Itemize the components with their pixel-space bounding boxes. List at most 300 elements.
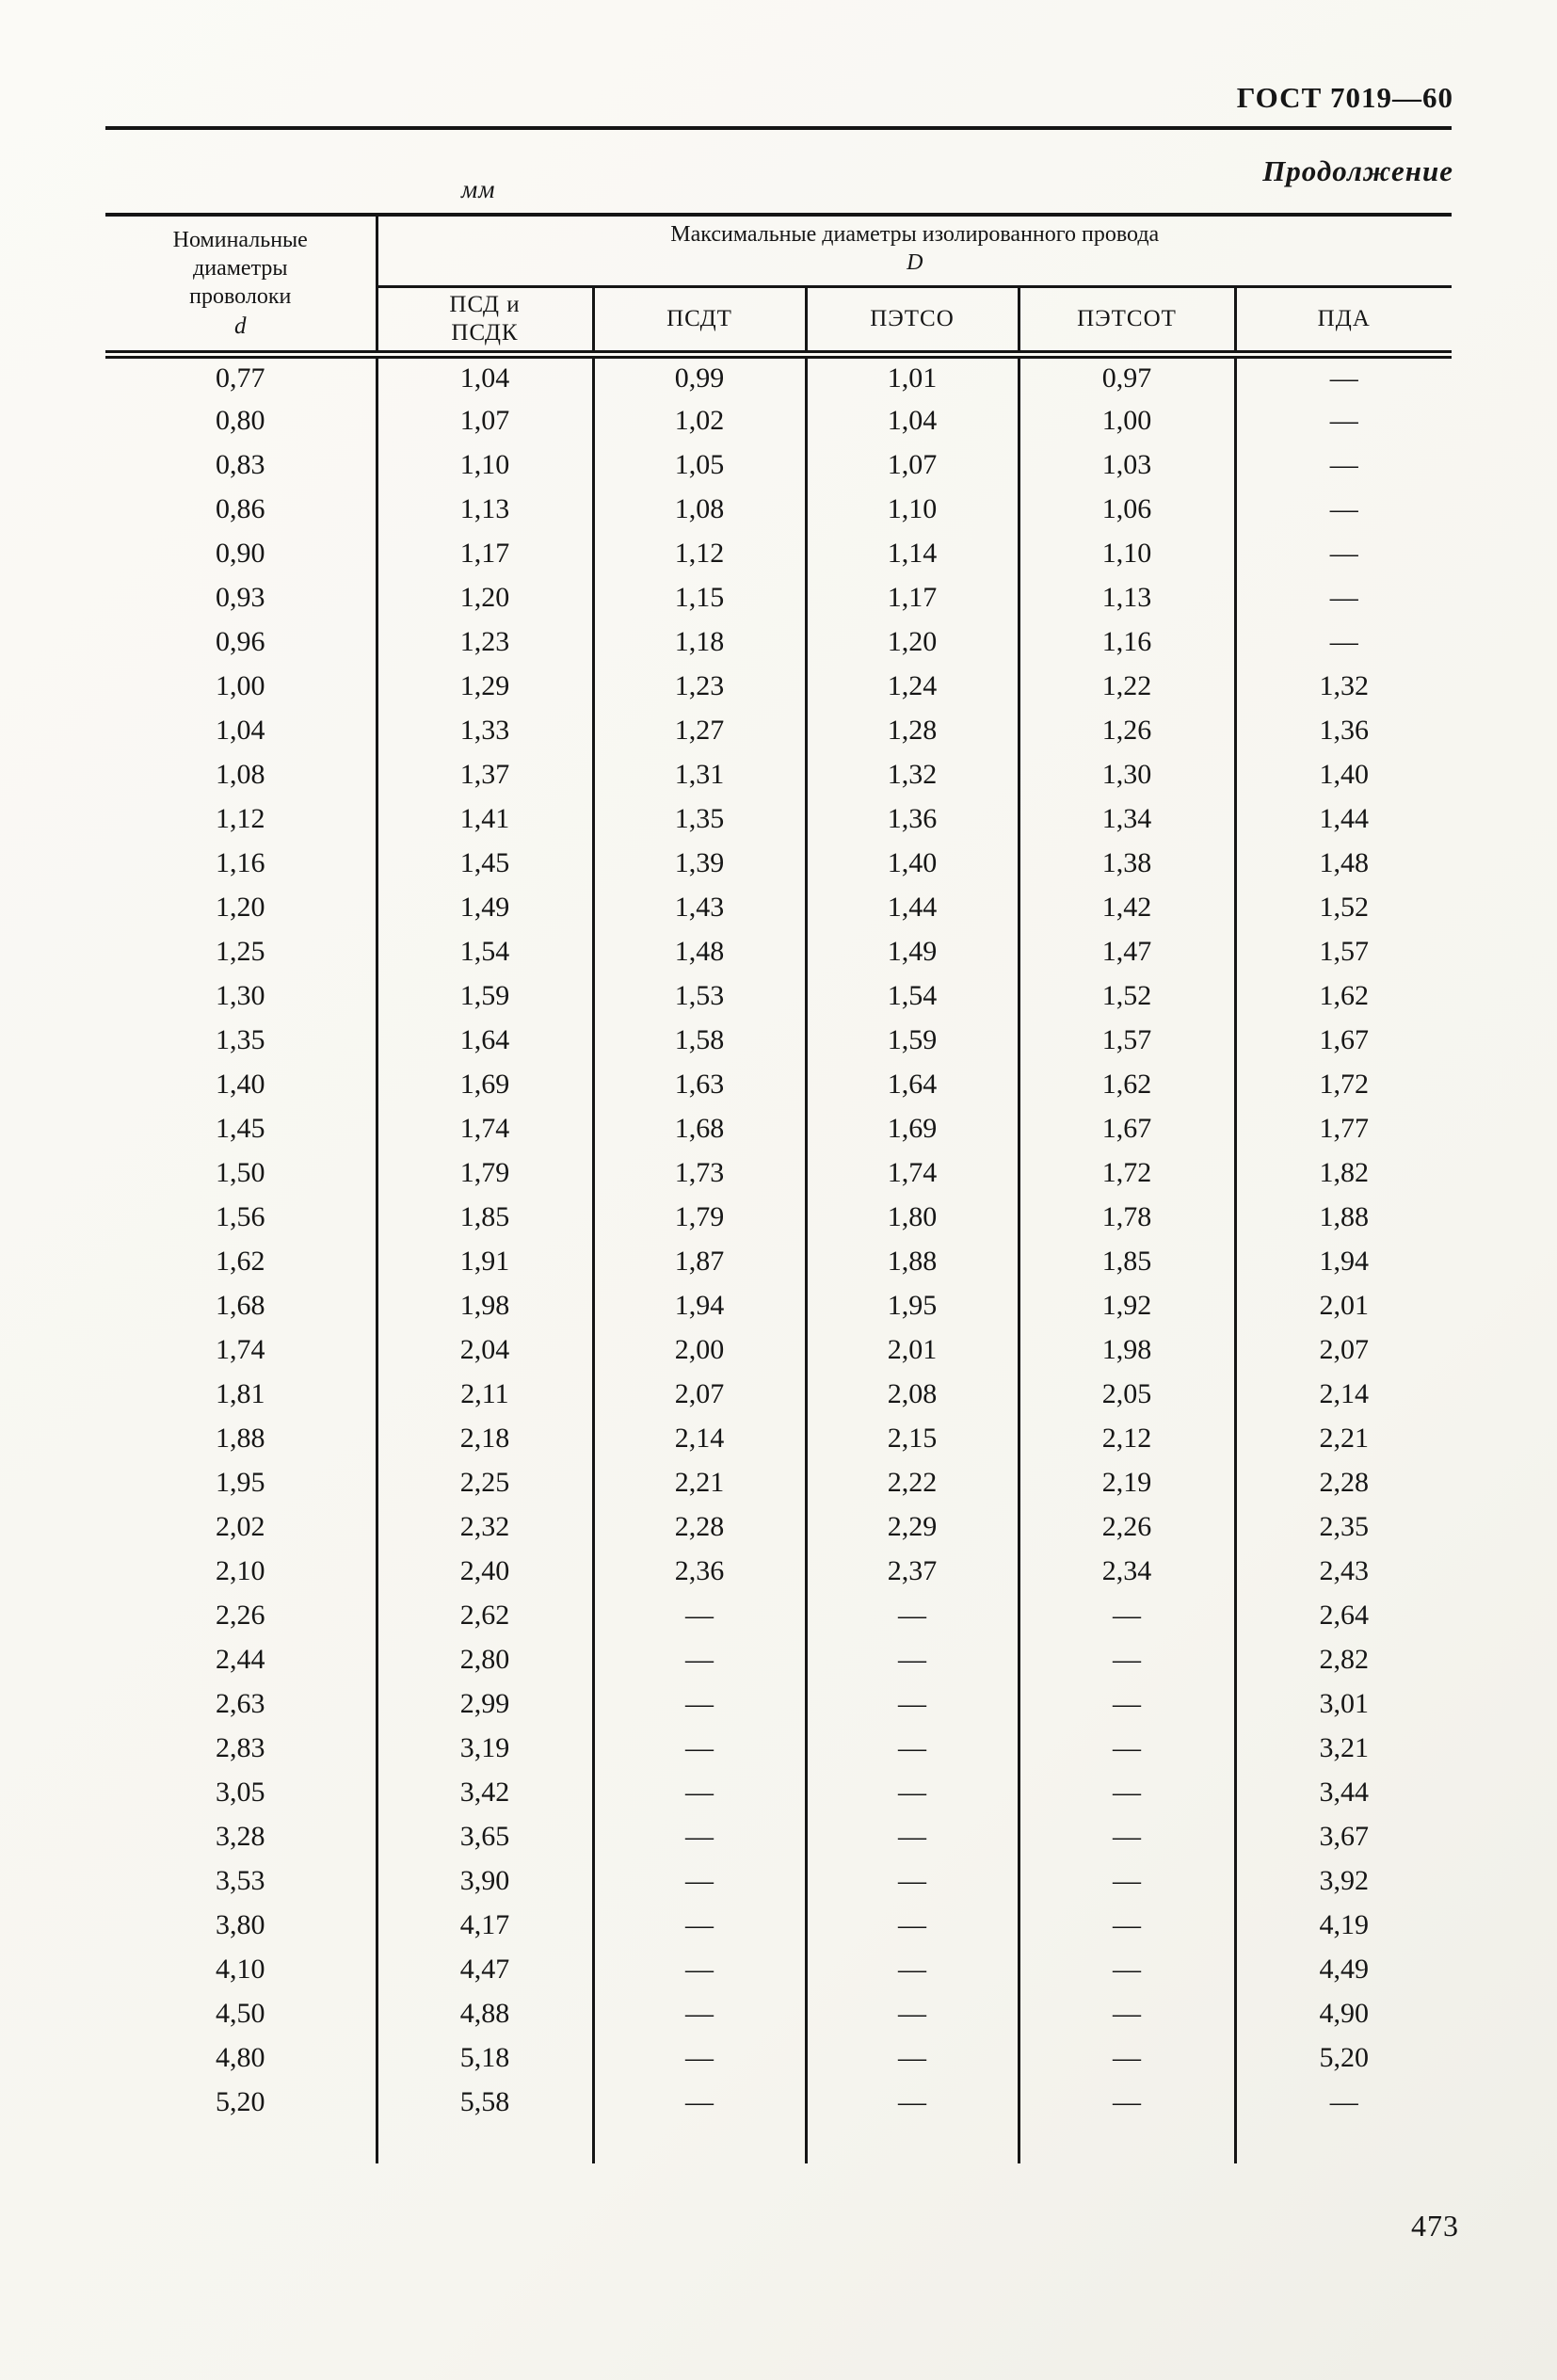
- max-diameter-cell: 2,22: [806, 1460, 1019, 1504]
- max-diameter-cell: 1,35: [593, 796, 806, 841]
- max-diameter-cell: —: [1019, 1726, 1235, 1770]
- column-header-pda: ПДА: [1235, 286, 1452, 354]
- max-diameter-cell: 1,08: [593, 487, 806, 531]
- max-diameter-cell: —: [806, 1947, 1019, 1991]
- table-row: [105, 1903, 1452, 1947]
- max-diameter-cell: 1,48: [1319, 846, 1369, 878]
- max-diameter-cell: —: [1019, 1903, 1235, 1947]
- max-diameter-cell: —: [593, 1991, 806, 2035]
- continuation-label: Продолжение: [1262, 154, 1453, 187]
- max-diameter-cell: 1,73: [593, 1150, 806, 1195]
- nominal-diameter-cell: 1,12: [105, 796, 377, 841]
- max-diameter-cell: 1,45: [377, 841, 593, 885]
- max-diameter-cell: 1,91: [377, 1239, 593, 1283]
- nominal-diameter-cell: 2,02: [105, 1504, 377, 1549]
- spacer-cell: [105, 2124, 377, 2163]
- table-row: [105, 1460, 1452, 1504]
- max-diameter-cell: 1,74: [806, 1150, 1019, 1195]
- max-diameter-cell: 1,07: [377, 398, 593, 442]
- max-diameter-cell: 2,32: [377, 1504, 593, 1549]
- max-diameter-cell: 1,17: [806, 575, 1019, 619]
- max-diameter-cell: 1,64: [377, 1018, 593, 1062]
- max-diameter-cell: 3,67: [1319, 1820, 1369, 1852]
- max-diameter-cell: 2,21: [593, 1460, 806, 1504]
- max-diameter-cell: 1,07: [806, 442, 1019, 487]
- max-diameter-cell: —: [1329, 448, 1358, 480]
- max-diameter-cell: 0,99: [593, 354, 806, 398]
- max-diameter-cell: 2,19: [1019, 1460, 1235, 1504]
- max-diameter-cell: —: [806, 1903, 1019, 1947]
- max-diameter-cell: 3,19: [377, 1726, 593, 1770]
- max-diameter-cell: —: [1019, 1991, 1235, 2035]
- page-number: 473: [1411, 2209, 1459, 2243]
- max-diameter-cell: 1,13: [1019, 575, 1235, 619]
- max-diameter-cell: 1,12: [593, 531, 806, 575]
- nominal-diameter-cell: 1,20: [105, 885, 377, 929]
- nominal-diameter-cell: 0,90: [105, 531, 377, 575]
- max-diameter-cell: —: [593, 1681, 806, 1726]
- spacer-cell: [1235, 2124, 1452, 2163]
- nominal-diameter-cell: 1,08: [105, 752, 377, 796]
- max-diameter-cell: —: [593, 2080, 806, 2124]
- max-diameter-cell: 2,26: [1019, 1504, 1235, 1549]
- nominal-diameter-cell: 3,53: [105, 1858, 377, 1903]
- group-header-text: Максимальные диаметры изолированного провода: [670, 222, 1160, 248]
- table-row: [105, 531, 1452, 575]
- max-diameter-cell: —: [806, 2035, 1019, 2080]
- max-diameter-cell: 1,30: [1019, 752, 1235, 796]
- table-row: [105, 398, 1452, 442]
- max-diameter-cell: 1,31: [593, 752, 806, 796]
- max-diameter-cell: 1,79: [593, 1195, 806, 1239]
- nominal-diameter-cell: 0,96: [105, 619, 377, 664]
- max-diameter-cell: 2,80: [377, 1637, 593, 1681]
- table-row: [105, 1681, 1452, 1726]
- table-row: [105, 1593, 1452, 1637]
- max-diameter-cell: 1,42: [1019, 885, 1235, 929]
- max-diameter-cell: 1,72: [1319, 1068, 1369, 1100]
- nominal-diameter-cell: 1,68: [105, 1283, 377, 1327]
- max-diameter-cell: 1,48: [593, 929, 806, 973]
- nominal-diameter-cell: 1,00: [105, 664, 377, 708]
- max-diameter-cell: 1,44: [1319, 802, 1369, 834]
- max-diameter-cell: 0,97: [1019, 354, 1235, 398]
- max-diameter-cell: 1,40: [1319, 758, 1369, 790]
- max-diameter-cell: 1,67: [1319, 1023, 1369, 1055]
- max-diameter-cell: 2,62: [377, 1593, 593, 1637]
- max-diameter-cell: 1,63: [593, 1062, 806, 1106]
- spacer-cell: [593, 2124, 806, 2163]
- max-diameter-cell: —: [1329, 625, 1358, 657]
- max-diameter-cell: —: [1019, 1593, 1235, 1637]
- spacer-cell: [1019, 2124, 1235, 2163]
- max-diameter-cell: 1,72: [1019, 1150, 1235, 1195]
- max-diameter-cell: 1,36: [806, 796, 1019, 841]
- max-diameter-cell: 4,19: [1319, 1908, 1369, 1940]
- table-row: [105, 752, 1452, 796]
- max-diameter-cell: 2,34: [1019, 1549, 1235, 1593]
- max-diameter-cell: —: [806, 1770, 1019, 1814]
- max-diameter-cell: 2,07: [1319, 1333, 1369, 1365]
- max-diameter-cell: 3,44: [1319, 1776, 1369, 1808]
- table-row: [105, 1195, 1452, 1239]
- max-diameter-cell: 1,92: [1019, 1283, 1235, 1327]
- max-diameter-cell: —: [1019, 1681, 1235, 1726]
- max-diameter-cell: 2,12: [1019, 1416, 1235, 1460]
- max-diameter-cell: 1,52: [1019, 973, 1235, 1018]
- nominal-diameter-cell: 4,10: [105, 1947, 377, 1991]
- column-header-nominal-symbol: d: [234, 313, 247, 339]
- max-diameter-cell: 2,40: [377, 1549, 593, 1593]
- max-diameter-cell: 1,28: [806, 708, 1019, 752]
- max-diameter-cell: 1,40: [806, 841, 1019, 885]
- column-header-nominal-diameter: [105, 215, 377, 354]
- nominal-diameter-cell: 5,20: [105, 2080, 377, 2124]
- max-diameter-cell: 1,78: [1019, 1195, 1235, 1239]
- table-row: [105, 1726, 1452, 1770]
- max-diameter-cell: 1,85: [1019, 1239, 1235, 1283]
- max-diameter-cell: 1,59: [377, 973, 593, 1018]
- max-diameter-cell: 1,88: [806, 1239, 1019, 1283]
- table-row: [105, 354, 1452, 398]
- max-diameter-cell: —: [1329, 2085, 1358, 2117]
- table-row: [105, 929, 1452, 973]
- table-row: [105, 796, 1452, 841]
- max-diameter-cell: 5,20: [1319, 2041, 1369, 2073]
- table-row: [105, 1947, 1452, 1991]
- max-diameter-cell: 1,69: [377, 1062, 593, 1106]
- max-diameter-cell: 1,82: [1319, 1156, 1369, 1188]
- table-row: [105, 664, 1452, 708]
- max-diameter-cell: 4,90: [1319, 1997, 1369, 2029]
- max-diameter-cell: —: [1019, 1637, 1235, 1681]
- max-diameter-cell: 1,49: [806, 929, 1019, 973]
- table-row: [105, 1283, 1452, 1327]
- column-header-petsot: ПЭТСОТ: [1019, 286, 1235, 354]
- nominal-diameter-cell: 2,10: [105, 1549, 377, 1593]
- max-diameter-cell: 2,14: [593, 1416, 806, 1460]
- max-diameter-cell: —: [1329, 537, 1358, 569]
- nominal-diameter-cell: 1,50: [105, 1150, 377, 1195]
- table-body: [105, 354, 1452, 2124]
- max-diameter-cell: 1,41: [377, 796, 593, 841]
- max-diameter-cell: 1,67: [1019, 1106, 1235, 1150]
- max-diameter-cell: 2,05: [1019, 1372, 1235, 1416]
- max-diameter-cell: 4,88: [377, 1991, 593, 2035]
- max-diameter-cell: —: [806, 1858, 1019, 1903]
- nominal-diameter-cell: 2,44: [105, 1637, 377, 1681]
- max-diameter-cell: 1,77: [1319, 1112, 1369, 1144]
- max-diameter-cell: —: [806, 1814, 1019, 1858]
- max-diameter-cell: 2,11: [377, 1372, 593, 1416]
- table-row: [105, 708, 1452, 752]
- nominal-diameter-cell: 0,77: [105, 354, 377, 398]
- max-diameter-cell: 1,62: [1019, 1062, 1235, 1106]
- max-diameter-cell: 1,39: [593, 841, 806, 885]
- max-diameter-cell: 2,28: [1319, 1466, 1369, 1498]
- max-diameter-cell: 1,22: [1019, 664, 1235, 708]
- max-diameter-cell: 1,13: [377, 487, 593, 531]
- max-diameter-cell: 1,59: [806, 1018, 1019, 1062]
- max-diameter-cell: 1,26: [1019, 708, 1235, 752]
- doc-reference: ГОСТ 7019—60: [1236, 81, 1453, 114]
- table-row: [105, 1106, 1452, 1150]
- max-diameter-cell: 2,04: [377, 1327, 593, 1372]
- table-row: [105, 1239, 1452, 1283]
- table-head: [105, 215, 1452, 354]
- max-diameter-cell: 3,42: [377, 1770, 593, 1814]
- max-diameter-cell: 1,58: [593, 1018, 806, 1062]
- column-header-psdt: ПСДТ: [593, 286, 806, 354]
- nominal-diameter-cell: 0,80: [105, 398, 377, 442]
- max-diameter-cell: 1,18: [593, 619, 806, 664]
- max-diameter-cell: —: [1019, 1814, 1235, 1858]
- nominal-diameter-cell: 1,16: [105, 841, 377, 885]
- nominal-diameter-cell: 4,50: [105, 1991, 377, 2035]
- max-diameter-cell: 1,10: [806, 487, 1019, 531]
- max-diameter-cell: —: [1019, 1947, 1235, 1991]
- max-diameter-cell: 1,20: [377, 575, 593, 619]
- max-diameter-cell: 1,06: [1019, 487, 1235, 531]
- nominal-diameter-cell: 2,83: [105, 1726, 377, 1770]
- nominal-diameter-cell: 3,80: [105, 1903, 377, 1947]
- nominal-diameter-cell: 1,35: [105, 1018, 377, 1062]
- max-diameter-cell: 2,82: [1319, 1643, 1369, 1675]
- table-foot: [105, 2124, 1452, 2163]
- nominal-diameter-cell: 3,28: [105, 1814, 377, 1858]
- max-diameter-cell: 2,15: [806, 1416, 1019, 1460]
- spacer-row: [105, 2124, 1452, 2163]
- max-diameter-cell: 1,32: [1319, 669, 1369, 701]
- table-row: [105, 1372, 1452, 1416]
- max-diameter-cell: 3,21: [1319, 1731, 1369, 1763]
- max-diameter-cell: 1,01: [806, 354, 1019, 398]
- max-diameter-cell: 1,23: [593, 664, 806, 708]
- max-diameter-cell: 2,64: [1319, 1599, 1369, 1631]
- max-diameter-cell: —: [593, 1637, 806, 1681]
- max-diameter-cell: —: [593, 1903, 806, 1947]
- max-diameter-cell: —: [1329, 492, 1358, 524]
- nominal-diameter-cell: 0,93: [105, 575, 377, 619]
- wire-diameter-table: [105, 213, 1452, 2163]
- max-diameter-cell: 5,58: [377, 2080, 593, 2124]
- max-diameter-cell: 1,15: [593, 575, 806, 619]
- column-header-psd-psdk: ПСД и ПСДК: [377, 286, 593, 354]
- max-diameter-cell: 1,20: [806, 619, 1019, 664]
- max-diameter-cell: —: [1329, 404, 1358, 436]
- table-row: [105, 1416, 1452, 1460]
- max-diameter-cell: 2,28: [593, 1504, 806, 1549]
- max-diameter-cell: 1,43: [593, 885, 806, 929]
- table-row: [105, 973, 1452, 1018]
- max-diameter-cell: 1,98: [377, 1283, 593, 1327]
- nominal-diameter-cell: 3,05: [105, 1770, 377, 1814]
- max-diameter-cell: 1,54: [806, 973, 1019, 1018]
- nominal-diameter-cell: 1,45: [105, 1106, 377, 1150]
- max-diameter-cell: 1,16: [1019, 619, 1235, 664]
- nominal-diameter-cell: 0,83: [105, 442, 377, 487]
- nominal-diameter-cell: 2,63: [105, 1681, 377, 1726]
- max-diameter-cell: 1,24: [806, 664, 1019, 708]
- nominal-diameter-cell: 1,04: [105, 708, 377, 752]
- max-diameter-cell: 1,95: [806, 1283, 1019, 1327]
- units-label: мм: [461, 175, 496, 203]
- nominal-diameter-cell: 1,40: [105, 1062, 377, 1106]
- max-diameter-cell: —: [806, 1991, 1019, 2035]
- group-header-symbol: D: [907, 250, 923, 276]
- max-diameter-cell: 2,29: [806, 1504, 1019, 1549]
- max-diameter-cell: 1,49: [377, 885, 593, 929]
- max-diameter-cell: 1,54: [377, 929, 593, 973]
- spacer-cell: [806, 2124, 1019, 2163]
- max-diameter-cell: 1,85: [377, 1195, 593, 1239]
- nominal-diameter-cell: 0,86: [105, 487, 377, 531]
- table-row: [105, 619, 1452, 664]
- max-diameter-cell: 2,25: [377, 1460, 593, 1504]
- max-diameter-cell: —: [806, 1681, 1019, 1726]
- table-row: [105, 1549, 1452, 1593]
- table-row: [105, 442, 1452, 487]
- max-diameter-cell: 1,94: [1319, 1245, 1369, 1277]
- max-diameter-cell: 1,33: [377, 708, 593, 752]
- max-diameter-cell: —: [1329, 362, 1358, 394]
- max-diameter-cell: —: [593, 1770, 806, 1814]
- nominal-diameter-cell: 4,80: [105, 2035, 377, 2080]
- nominal-diameter-cell: 1,30: [105, 973, 377, 1018]
- nominal-diameter-cell: 1,62: [105, 1239, 377, 1283]
- max-diameter-cell: 2,18: [377, 1416, 593, 1460]
- nominal-diameter-cell: 1,56: [105, 1195, 377, 1239]
- max-diameter-cell: 1,53: [593, 973, 806, 1018]
- max-diameter-cell: 3,90: [377, 1858, 593, 1903]
- max-diameter-cell: 3,65: [377, 1814, 593, 1858]
- nominal-diameter-cell: 1,81: [105, 1372, 377, 1416]
- max-diameter-cell: 2,99: [377, 1681, 593, 1726]
- max-diameter-cell: —: [593, 1947, 806, 1991]
- max-diameter-cell: —: [806, 2080, 1019, 2124]
- max-diameter-cell: —: [593, 1858, 806, 1903]
- max-diameter-cell: 1,52: [1319, 891, 1369, 923]
- column-header-petso: ПЭТСО: [806, 286, 1019, 354]
- table-row: [105, 1770, 1452, 1814]
- max-diameter-cell: —: [1019, 1858, 1235, 1903]
- max-diameter-cell: 3,92: [1319, 1864, 1369, 1896]
- spacer-cell: [377, 2124, 593, 2163]
- max-diameter-cell: 3,01: [1319, 1687, 1369, 1719]
- table-row: [105, 1327, 1452, 1372]
- max-diameter-cell: 1,34: [1019, 796, 1235, 841]
- table-row: [105, 2080, 1452, 2124]
- column-header-nominal-text: Номинальные диаметры проволоки: [172, 227, 308, 309]
- max-diameter-cell: 1,87: [593, 1239, 806, 1283]
- max-diameter-cell: —: [806, 1593, 1019, 1637]
- max-diameter-cell: 1,04: [377, 354, 593, 398]
- max-diameter-cell: —: [593, 1814, 806, 1858]
- nominal-diameter-cell: 1,25: [105, 929, 377, 973]
- max-diameter-cell: 1,38: [1019, 841, 1235, 885]
- max-diameter-cell: —: [1019, 1770, 1235, 1814]
- max-diameter-cell: —: [593, 1726, 806, 1770]
- group-header-max-diameters: [377, 215, 1452, 286]
- max-diameter-cell: 4,17: [377, 1903, 593, 1947]
- max-diameter-cell: 1,94: [593, 1283, 806, 1327]
- nominal-diameter-cell: 1,95: [105, 1460, 377, 1504]
- max-diameter-cell: 1,37: [377, 752, 593, 796]
- max-diameter-cell: 1,44: [806, 885, 1019, 929]
- max-diameter-cell: 2,21: [1319, 1422, 1369, 1454]
- max-diameter-cell: 1,80: [806, 1195, 1019, 1239]
- max-diameter-cell: 1,23: [377, 619, 593, 664]
- max-diameter-cell: 1,14: [806, 531, 1019, 575]
- max-diameter-cell: —: [1019, 2035, 1235, 2080]
- max-diameter-cell: 1,79: [377, 1150, 593, 1195]
- table-row: [105, 1991, 1452, 2035]
- max-diameter-cell: —: [806, 1637, 1019, 1681]
- max-diameter-cell: —: [593, 1593, 806, 1637]
- max-diameter-cell: 1,10: [377, 442, 593, 487]
- table-row: [105, 1814, 1452, 1858]
- max-diameter-cell: 4,49: [1319, 1953, 1369, 1985]
- max-diameter-cell: 2,43: [1319, 1554, 1369, 1586]
- table-row: [105, 2035, 1452, 2080]
- table-row: [105, 487, 1452, 531]
- max-diameter-cell: 2,37: [806, 1549, 1019, 1593]
- table-row: [105, 1018, 1452, 1062]
- max-diameter-cell: 1,02: [593, 398, 806, 442]
- max-diameter-cell: 1,69: [806, 1106, 1019, 1150]
- max-diameter-cell: 1,29: [377, 664, 593, 708]
- max-diameter-cell: 1,03: [1019, 442, 1235, 487]
- table-row: [105, 1858, 1452, 1903]
- table-row: [105, 885, 1452, 929]
- max-diameter-cell: 1,04: [806, 398, 1019, 442]
- max-diameter-cell: 1,57: [1319, 935, 1369, 967]
- max-diameter-cell: 1,32: [806, 752, 1019, 796]
- max-diameter-cell: 2,07: [593, 1372, 806, 1416]
- max-diameter-cell: 1,88: [1319, 1200, 1369, 1232]
- group-header-row: [105, 215, 1452, 286]
- table-row: [105, 841, 1452, 885]
- nominal-diameter-cell: 1,88: [105, 1416, 377, 1460]
- max-diameter-cell: 1,62: [1319, 979, 1369, 1011]
- max-diameter-cell: 1,57: [1019, 1018, 1235, 1062]
- max-diameter-cell: 1,74: [377, 1106, 593, 1150]
- max-diameter-cell: —: [806, 1726, 1019, 1770]
- max-diameter-cell: 2,01: [1319, 1289, 1369, 1321]
- max-diameter-cell: —: [593, 2035, 806, 2080]
- max-diameter-cell: 1,05: [593, 442, 806, 487]
- max-diameter-cell: 1,64: [806, 1062, 1019, 1106]
- max-diameter-cell: 1,27: [593, 708, 806, 752]
- max-diameter-cell: 1,00: [1019, 398, 1235, 442]
- nominal-diameter-cell: 1,74: [105, 1327, 377, 1372]
- max-diameter-cell: 2,14: [1319, 1377, 1369, 1409]
- max-diameter-cell: —: [1019, 2080, 1235, 2124]
- max-diameter-cell: 2,35: [1319, 1510, 1369, 1542]
- table-row: [105, 1504, 1452, 1549]
- max-diameter-cell: 1,17: [377, 531, 593, 575]
- max-diameter-cell: 2,08: [806, 1372, 1019, 1416]
- max-diameter-cell: 2,36: [593, 1549, 806, 1593]
- max-diameter-cell: 1,36: [1319, 714, 1369, 746]
- max-diameter-cell: 5,18: [377, 2035, 593, 2080]
- max-diameter-cell: 4,47: [377, 1947, 593, 1991]
- max-diameter-cell: 1,98: [1019, 1327, 1235, 1372]
- max-diameter-cell: 1,68: [593, 1106, 806, 1150]
- max-diameter-cell: 2,01: [806, 1327, 1019, 1372]
- table-row: [105, 575, 1452, 619]
- table-row: [105, 1150, 1452, 1195]
